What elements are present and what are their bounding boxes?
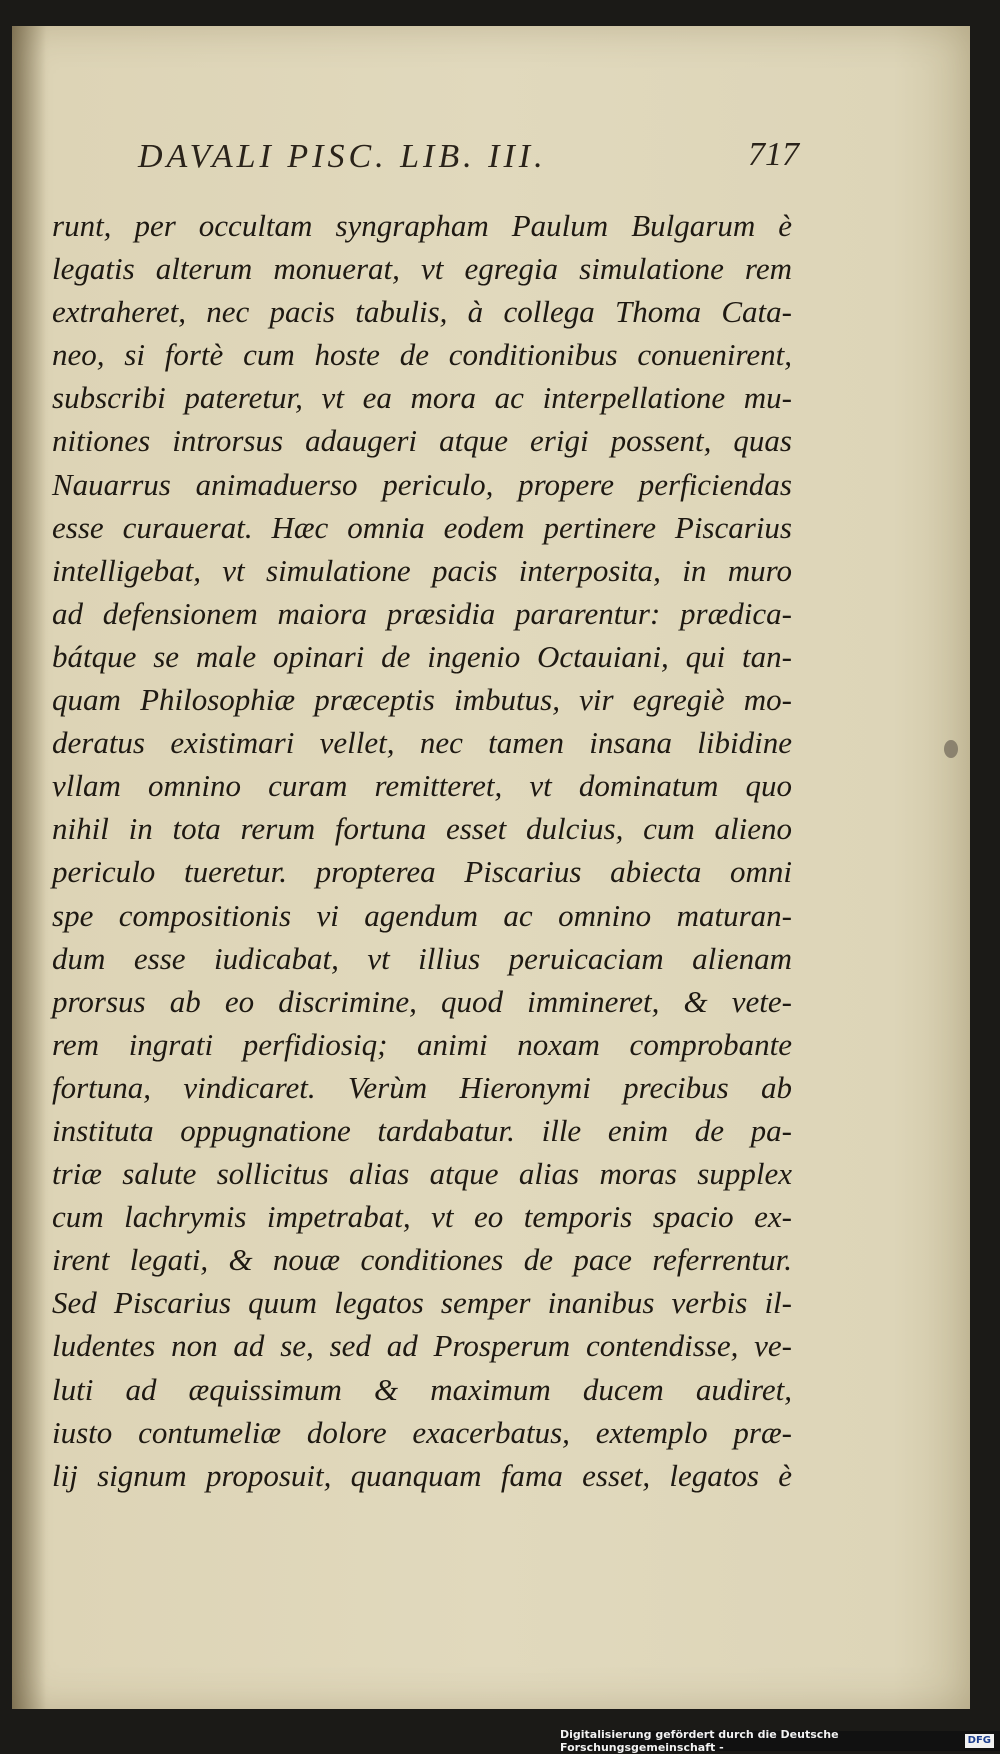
text-line: subscribi pateretur, vt ea mora ac interpellatione mu-: [52, 380, 792, 416]
text-line: triæ salute sollicitus alias atque alias moras supplex: [52, 1156, 792, 1192]
binding-shadow: [12, 26, 46, 1709]
text-line: intelligebat, vt simulatione pacis interposita, in muro: [52, 552, 792, 588]
text-line: periculo tueretur. propterea Piscarius abiecta omni: [52, 854, 792, 890]
text-line: Sed Piscarius quum legatos semper inanibus verbis il-: [52, 1285, 792, 1321]
text-line: rem ingrati perfidiosiq; animi noxam comprobante: [52, 1026, 792, 1062]
text-line: nitiones introrsus adaugeri atque erigi possent, quas: [52, 423, 792, 459]
credit-text: Digitalisierung gefördert durch die Deutsche Forschungsgemeinschaft -: [560, 1728, 839, 1754]
text-line: nihil in tota rerum fortuna esset dulcius, cum alieno: [52, 811, 792, 847]
book-page: [12, 26, 970, 1709]
dfg-logo: DFG: [965, 1734, 994, 1748]
text-line: neo, si fortè cum hoste de conditionibus conuenirent,: [52, 337, 792, 373]
body-text: [52, 204, 792, 1497]
text-line: irent legati, & nouæ conditiones de pace referrentur.: [52, 1242, 792, 1278]
page-header: [12, 130, 970, 180]
text-line: dum esse iudicabat, vt illius peruicaciam alienam: [52, 940, 792, 976]
text-line: iusto contumeliæ dolore exacerbatus, extemplo præ-: [52, 1414, 792, 1450]
text-line: fortuna, vindicaret. Verùm Hieronymi precibus ab: [52, 1069, 792, 1105]
text-line: spe compositionis vi agendum ac omnino maturan-: [52, 897, 792, 933]
text-line: Nauarrus animaduerso periculo, propere perficiendas: [52, 466, 792, 502]
digitization-credit: [560, 1728, 1000, 1754]
page-number: 717: [748, 136, 799, 173]
text-line: bátque se male opinari de ingenio Octauiani, qui tan-: [52, 638, 792, 674]
page-blemish: [944, 740, 958, 758]
text-line: esse curauerat. Hæc omnia eodem pertinere Piscarius: [52, 509, 792, 545]
text-line: instituta oppugnatione tardabatur. ille enim de pa-: [52, 1112, 792, 1148]
text-line: vllam omnino curam remitteret, vt dominatum quo: [52, 768, 792, 804]
text-line: extraheret, nec pacis tabulis, à collega Thoma Cata-: [52, 294, 792, 330]
text-line: luti ad æquissimum & maximum ducem audiret,: [52, 1371, 792, 1407]
text-line: ad defensionem maiora præsidia pararentur: prædica-: [52, 595, 792, 631]
running-title: DAVALI PISC. LIB. III.: [138, 138, 547, 175]
text-line: prorsus ab eo discrimine, quod immineret, & vete-: [52, 983, 792, 1019]
text-line: runt, per occultam syngrapham Paulum Bulgarum è: [52, 208, 792, 243]
text-line: cum lachrymis impetrabat, vt eo temporis spacio ex-: [52, 1199, 792, 1235]
text-line: lij signum proposuit, quanquam fama esset, legatos è: [52, 1457, 792, 1493]
text-line: legatis alterum monuerat, vt egregia simulatione rem: [52, 251, 792, 287]
text-line: quam Philosophiæ præceptis imbutus, vir egregiè mo-: [52, 682, 792, 718]
text-line: deratus existimari vellet, nec tamen insana libidine: [52, 725, 792, 761]
text-line: ludentes non ad se, sed ad Prosperum contendisse, ve-: [52, 1328, 792, 1364]
